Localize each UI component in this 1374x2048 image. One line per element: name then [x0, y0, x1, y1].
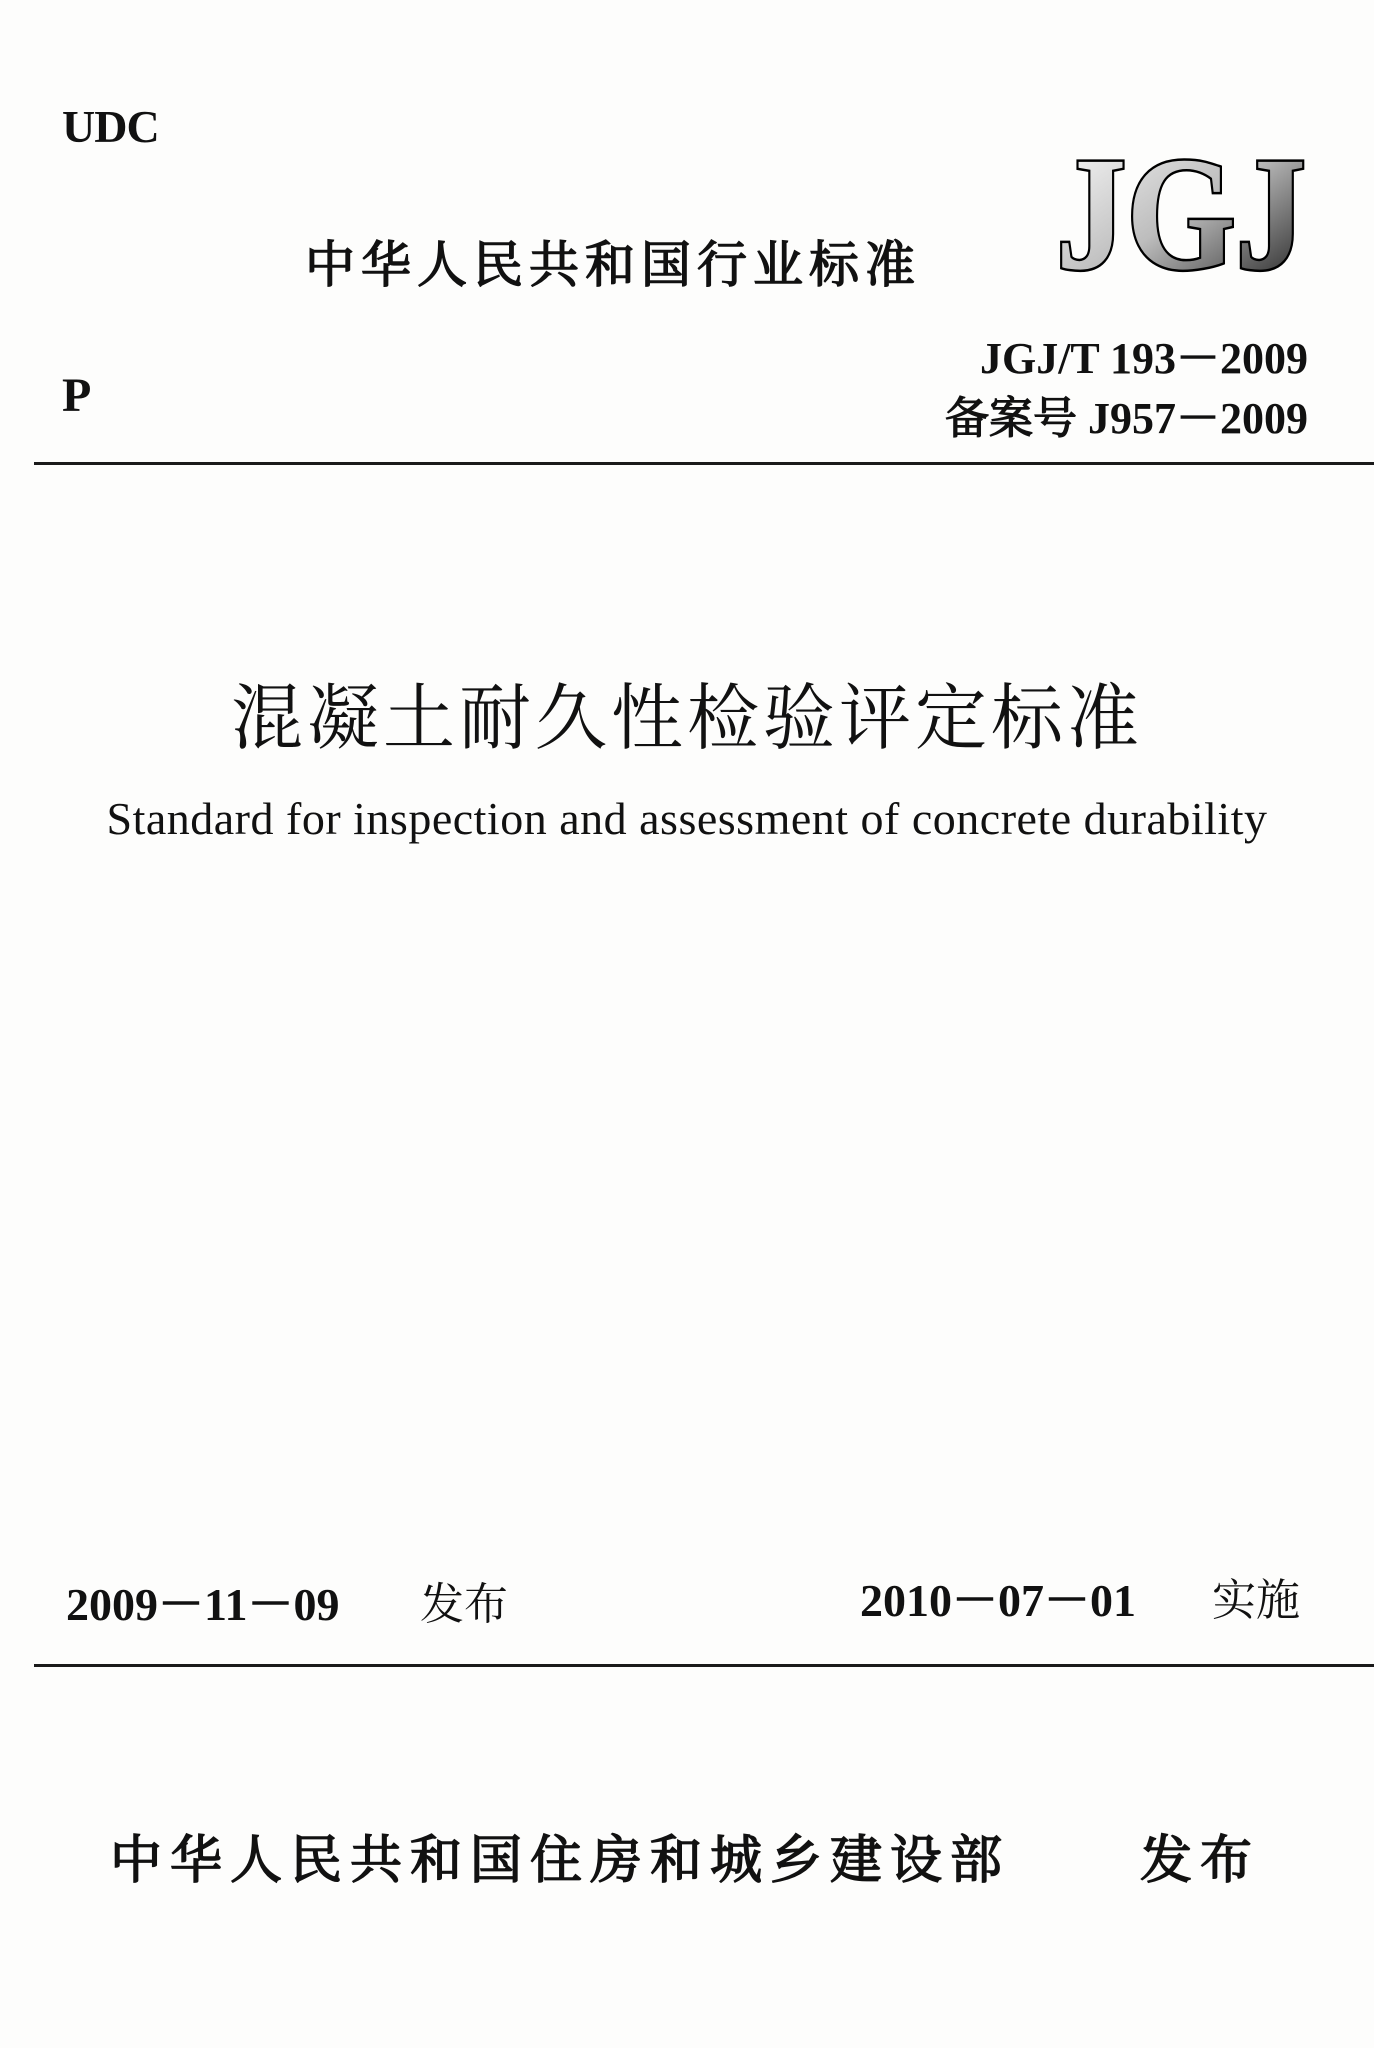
top-divider: [34, 462, 1374, 465]
udc-label: UDC: [62, 101, 159, 152]
implementation-label: 实施: [1212, 1575, 1300, 1626]
industry-standard-heading: 中华人民共和国行业标准: [305, 236, 921, 294]
jgj-logo: [1052, 125, 1310, 304]
jgj-logo-text: JGJ: [1056, 125, 1306, 304]
standard-number: JGJ/T 193－2009: [979, 334, 1308, 383]
publisher-name: 中华人民共和国住房和城乡建设部: [110, 1831, 1011, 1891]
publish-label: 发布: [1140, 1831, 1261, 1891]
record-number: 备案号 J957－2009: [945, 394, 1308, 443]
bottom-divider: [34, 1664, 1374, 1667]
title-chinese: 混凝土耐久性检验评定标准: [230, 676, 1143, 760]
category-code: P: [62, 369, 92, 422]
issue-label: 发布: [420, 1579, 508, 1630]
issue-date: 2009－11－09: [66, 1579, 340, 1630]
title-english: Standard for inspection and assessment of concrete durability: [106, 793, 1268, 844]
implementation-date: 2010－07－01: [860, 1575, 1136, 1626]
